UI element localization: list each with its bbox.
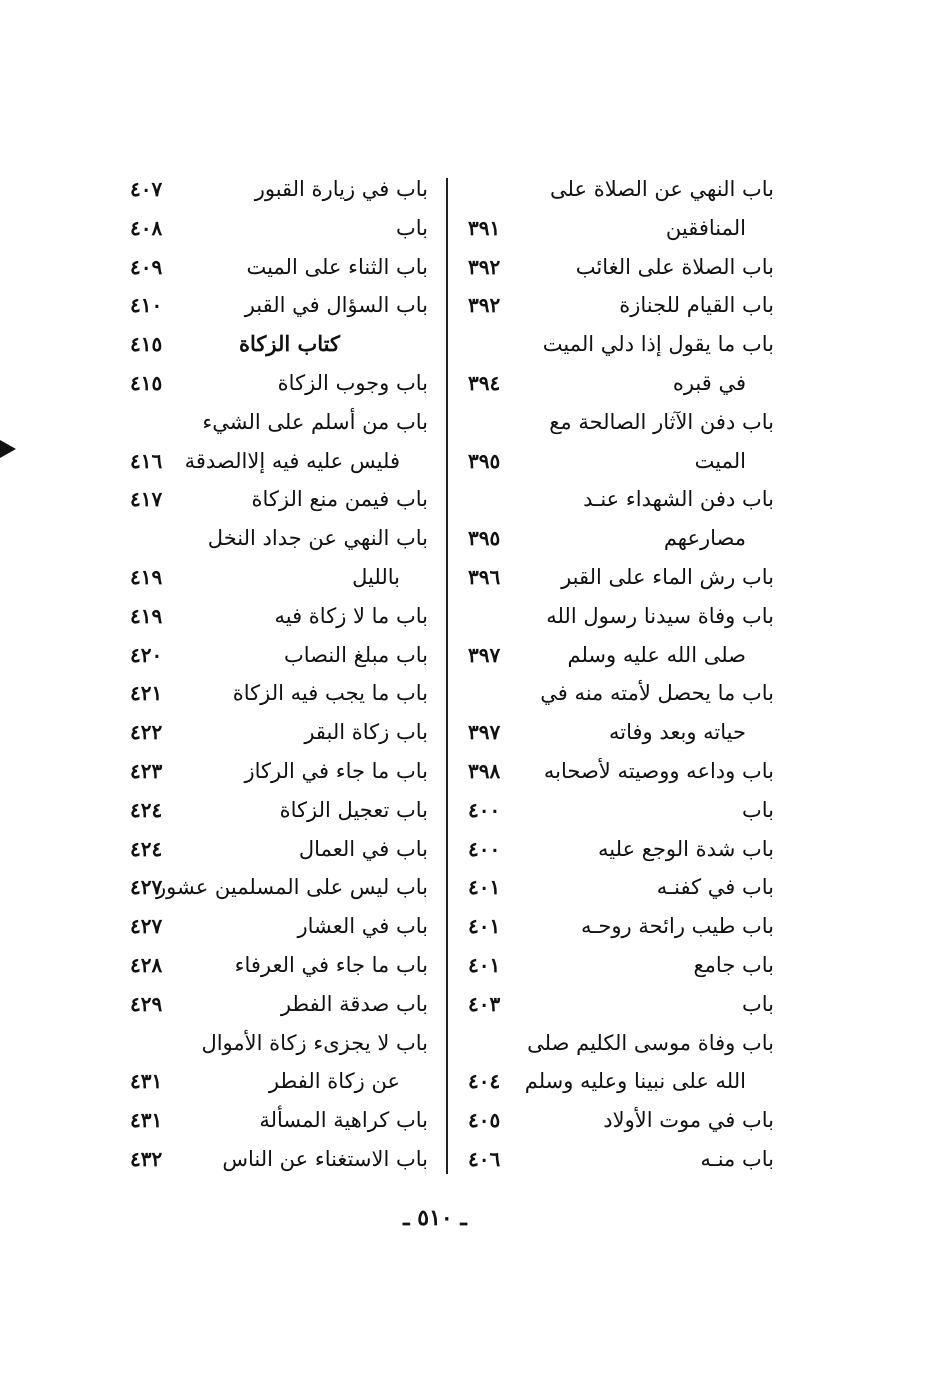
toc-entry-page: ٤١٦ — [130, 448, 163, 473]
toc-entry-page: ٣٩١ — [468, 215, 501, 240]
toc-entry — [462, 636, 774, 675]
toc-entry-page: ٤٢٩ — [130, 991, 163, 1016]
toc-entry-page: ٤٣١ — [130, 1069, 163, 1094]
toc-entry-title: مصارعهم — [663, 526, 746, 551]
toc-entry-page: ٣٩٧ — [468, 642, 501, 667]
toc-entry-title: باب النهي عن جداد النخل — [207, 526, 428, 551]
toc-entry-title: باب في موت الأولاد — [603, 1108, 774, 1133]
toc-entry-title: باب ما جاء في العرفاء — [234, 952, 428, 977]
toc-entry-title: باب الثناء على الميت — [246, 254, 428, 279]
toc-entry-page: ٤٠٧ — [130, 177, 163, 201]
toc-entry-title: باب دفن الآثار الصالحة مع — [549, 409, 774, 434]
toc-entry-title: باب فيمن منع الزكاة — [251, 487, 428, 512]
toc-entry-title: باب وفاة سيدنا رسول الله — [546, 603, 774, 628]
toc-entry — [124, 442, 428, 481]
toc-entry — [462, 674, 774, 713]
toc-entry — [124, 519, 428, 558]
toc-entry-page: ٤٢٢ — [130, 720, 163, 745]
toc-entry-page: ٤٢٠ — [130, 642, 163, 667]
toc-entry — [462, 558, 774, 597]
toc-entry-title: باب ما يقول إذا دلي الميت — [542, 332, 774, 357]
toc-entry-title: فليس عليه فيه إلاالصدقة — [184, 448, 400, 473]
toc-entry — [124, 752, 428, 791]
toc-entry-page: ٤٢٤ — [130, 836, 163, 861]
page-number: ـ ٥١٠ ـ — [403, 1205, 467, 1231]
toc-entry-title: باب النهي عن الصلاة على — [550, 177, 774, 201]
toc-entry-title: باب وداعه ووصيته لأصحابه — [543, 758, 774, 783]
toc-entry — [124, 1024, 428, 1063]
toc-entry-title: باب دفن الشهداء عنـد — [583, 487, 774, 512]
toc-entry-page: ٤٠٠ — [468, 836, 501, 861]
toc-entry-page: ٤٠٣ — [468, 991, 501, 1016]
toc-entry-title: حياته وبعد وفاته — [609, 720, 746, 745]
toc-entry-page: ٤٠١ — [468, 875, 501, 900]
toc-entry-title: عن زكاة الفطر — [268, 1069, 400, 1094]
toc-entry-title: باب ما لا زكاة فيه — [274, 603, 428, 628]
toc-entry — [462, 1101, 774, 1140]
toc-entry-title: باب — [741, 991, 774, 1016]
toc-entry — [124, 713, 428, 752]
toc-entry-page: ٤٠٦ — [468, 1146, 501, 1171]
toc-entry-title: باب تعجيل الزكاة — [279, 797, 428, 822]
toc-entry-page: ٤١٩ — [130, 603, 163, 628]
toc-entry-page: ٤٠٤ — [468, 1069, 501, 1094]
toc-entry — [124, 791, 428, 830]
toc-entry-title: باب — [395, 215, 428, 240]
toc-entry-title: باب ليس على المسلمين عشور — [156, 875, 428, 900]
toc-entry-title: كتاب الزكاة — [238, 331, 340, 357]
toc-entry-page: ٤١٠ — [130, 293, 163, 318]
toc-entry-title: باب القيام للجنازة — [619, 293, 774, 318]
toc-entry — [124, 286, 428, 325]
toc-entry-page: ٣٩٧ — [468, 720, 501, 745]
toc-entry-page: ٤٢٨ — [130, 952, 163, 977]
toc-entry — [462, 325, 774, 364]
toc-entry-title: باب وفاة موسى الكليم صلى — [527, 1030, 774, 1055]
toc-entry-page: ٣٩٥ — [468, 448, 501, 473]
toc-entry-title: باب في العشار — [297, 914, 428, 939]
toc-entry-page: ٤٣١ — [130, 1108, 163, 1133]
toc-entry — [124, 907, 428, 946]
toc-entry — [124, 1101, 428, 1140]
toc-entry-title: باب ما يحصل لأمته منه في — [540, 681, 774, 706]
toc-entry-title: باب شدة الوجع عليه — [598, 836, 774, 861]
toc-entry — [462, 170, 774, 209]
toc-entry — [462, 1062, 774, 1101]
toc-entry — [462, 752, 774, 791]
toc-entry-title: بالليل — [352, 564, 400, 589]
toc-entry-page: ٤٠٥ — [468, 1108, 501, 1133]
toc-entry — [124, 946, 428, 985]
toc-entry — [124, 597, 428, 636]
toc-entry — [462, 480, 774, 519]
toc-entry — [124, 364, 428, 403]
toc-entry-page: ٤٢٣ — [130, 758, 163, 783]
toc-entry-page: ٤٢٧ — [130, 875, 163, 900]
toc-right-column — [462, 170, 774, 1179]
toc-entry-title: باب طيب رائحة روحـه — [580, 914, 774, 939]
toc-entry — [462, 442, 774, 481]
toc-entry — [124, 868, 428, 907]
toc-entry-title: باب صدقة الفطر — [280, 991, 428, 1016]
toc-entry — [124, 636, 428, 675]
toc-entry — [462, 830, 774, 869]
toc-entry-title: باب جامع — [693, 952, 774, 977]
toc-entry-title: في قبره — [672, 370, 746, 395]
toc-entry — [462, 364, 774, 403]
toc-entry — [124, 480, 428, 519]
toc-entry-title: الله على نبينا وعليه وسلم — [524, 1069, 746, 1094]
toc-entry — [462, 946, 774, 985]
toc-entry — [124, 1062, 428, 1101]
toc-entry-title: باب الاستغناء عن الناس — [222, 1146, 428, 1171]
toc-entry — [124, 985, 428, 1024]
toc-entry — [462, 403, 774, 442]
toc-entry-title: باب في زيارة القبور — [254, 177, 428, 201]
toc-entry-title: باب منـه — [700, 1146, 774, 1171]
margin-arrow-icon — [0, 440, 16, 458]
toc-section-heading — [124, 325, 428, 364]
toc-entry-page: ٤٣٢ — [130, 1146, 163, 1171]
toc-entry-title: باب رش الماء على القبر — [561, 564, 774, 589]
toc-entry-page: ٤١٧ — [130, 487, 163, 512]
toc-entry-page: ٤١٥ — [130, 370, 163, 395]
toc-entry-title: باب ما يجب فيه الزكاة — [232, 681, 428, 706]
toc-entry-title: باب ما جاء في الركاز — [244, 758, 428, 783]
column-divider — [446, 178, 448, 1174]
toc-entry — [462, 248, 774, 287]
toc-entry-title: صلى الله عليه وسلم — [567, 642, 746, 667]
toc-entry — [462, 519, 774, 558]
toc-entry-title: باب مبلغ النصاب — [283, 642, 428, 667]
toc-entry-page: ٤٢٧ — [130, 914, 163, 939]
toc-entry-title: باب في العمال — [298, 836, 428, 861]
toc-entry — [124, 209, 428, 248]
toc-entry — [462, 985, 774, 1024]
toc-entry — [124, 170, 428, 209]
toc-left-column — [124, 170, 428, 1179]
toc-entry — [462, 868, 774, 907]
toc-entry-page: ٣٩٤ — [468, 370, 501, 395]
toc-entry — [124, 830, 428, 869]
toc-entry-page: ٣٩٦ — [468, 564, 501, 589]
toc-entry-page: ٤١٥ — [130, 332, 163, 357]
toc-entry-page: ٣٩٥ — [468, 526, 501, 551]
toc-entry — [462, 907, 774, 946]
toc-entry-page: ٤٠٨ — [130, 215, 163, 240]
toc-entry-page: ٤١٩ — [130, 564, 163, 589]
toc-entry-title: باب الصلاة على الغائب — [575, 254, 774, 279]
toc-entry-page: ٤٠١ — [468, 952, 501, 977]
toc-entry — [462, 1140, 774, 1179]
toc-entry-title: باب كراهية المسألة — [259, 1108, 428, 1133]
toc-entry — [462, 597, 774, 636]
toc-entry — [462, 791, 774, 830]
toc-entry-title: باب السؤال في القبر — [244, 293, 428, 318]
toc-entry — [124, 1140, 428, 1179]
toc-entry-title: الميت — [694, 448, 746, 473]
toc-entry-title: باب لا يجزىء زكاة الأموال — [201, 1030, 428, 1055]
toc-entry — [462, 286, 774, 325]
toc-entry-title: باب في كفنـه — [656, 875, 774, 900]
toc-entry — [462, 1024, 774, 1063]
toc-entry — [124, 674, 428, 713]
toc-entry — [462, 713, 774, 752]
toc-entry-page: ٣٩٢ — [468, 254, 501, 279]
toc-entry-page: ٤٢١ — [130, 681, 163, 706]
toc-entry-title: المنافقين — [665, 215, 746, 240]
toc-entry-title: باب وجوب الزكاة — [277, 370, 428, 395]
toc-entry-title: باب زكاة البقر — [304, 720, 428, 745]
toc-entry — [124, 403, 428, 442]
toc-entry-page: ٣٩٨ — [468, 758, 501, 783]
toc-entry-title: باب من أسلم على الشيء — [202, 409, 428, 434]
toc-entry — [462, 209, 774, 248]
toc-entry-title: باب — [741, 797, 774, 822]
toc-entry-page: ٤٠١ — [468, 914, 501, 939]
toc-entry — [124, 248, 428, 287]
toc-entry — [124, 558, 428, 597]
toc-entry-page: ٤٢٤ — [130, 797, 163, 822]
toc-entry-page: ٣٩٢ — [468, 293, 501, 318]
toc-entry-page: ٤٠٩ — [130, 254, 163, 279]
toc-entry-page: ٤٠٠ — [468, 797, 501, 822]
